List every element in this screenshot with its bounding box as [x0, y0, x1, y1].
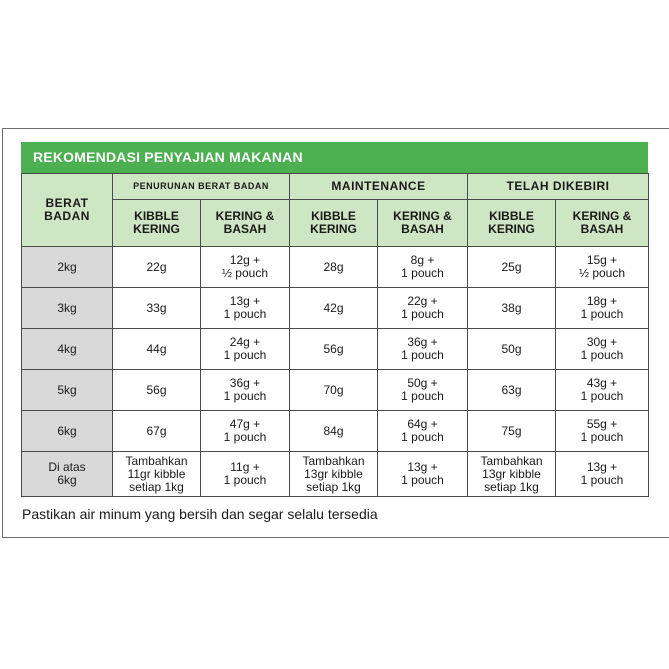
table-cell: 13g + 1 pouch — [378, 452, 468, 497]
table-cell: 25g — [468, 247, 556, 288]
table-cell: 13g + 1 pouch — [556, 452, 649, 497]
table-cell: 44g — [113, 329, 201, 370]
table-cell: 43g + 1 pouch — [556, 370, 649, 411]
table-cell: Tambahkan 13gr kibble setiap 1kg — [468, 452, 556, 497]
table-cell: 18g + 1 pouch — [556, 288, 649, 329]
table-cell: 84g — [290, 411, 378, 452]
weight-column-header: BERAT BADAN — [22, 174, 113, 247]
weight-cell: 2kg — [22, 247, 113, 288]
table-cell: 75g — [468, 411, 556, 452]
weight-cell: 4kg — [22, 329, 113, 370]
subcol-header: KERING & BASAH — [201, 200, 290, 247]
table-cell: 47g + 1 pouch — [201, 411, 290, 452]
table-cell: 56g — [113, 370, 201, 411]
table-cell: 24g + 1 pouch — [201, 329, 290, 370]
table-row — [22, 329, 649, 370]
table-cell: 11g + 1 pouch — [201, 452, 290, 497]
weight-cell: 3kg — [22, 288, 113, 329]
table-cell: 30g + 1 pouch — [556, 329, 649, 370]
table-row — [22, 370, 649, 411]
group-header-weight-loss: PENURUNAN BERAT BADAN — [113, 174, 290, 200]
table-cell: 8g + 1 pouch — [378, 247, 468, 288]
table-cell: 50g + 1 pouch — [378, 370, 468, 411]
table-cell: 63g — [468, 370, 556, 411]
subcol-header: KERING & BASAH — [556, 200, 649, 247]
table-cell: 42g — [290, 288, 378, 329]
table-cell: Tambahkan 11gr kibble setiap 1kg — [113, 452, 201, 497]
table-cell: 36g + 1 pouch — [201, 370, 290, 411]
subcol-header: KIBBLE KERING — [290, 200, 378, 247]
table-cell: 22g + 1 pouch — [378, 288, 468, 329]
table-cell: 67g — [113, 411, 201, 452]
header-row-groups — [22, 174, 649, 200]
subcol-header: KIBBLE KERING — [468, 200, 556, 247]
footnote: Pastikan air minum yang bersih dan segar selalu tersedia — [22, 506, 378, 522]
table-cell: 28g — [290, 247, 378, 288]
table-row — [22, 288, 649, 329]
table-cell: 64g + 1 pouch — [378, 411, 468, 452]
weight-cell: Di atas 6kg — [22, 452, 113, 497]
table-title: REKOMENDASI PENYAJIAN MAKANAN — [21, 142, 648, 173]
table-cell: Tambahkan 13gr kibble setiap 1kg — [290, 452, 378, 497]
table-cell: 13g + 1 pouch — [201, 288, 290, 329]
table-row — [22, 411, 649, 452]
table-body — [22, 247, 649, 497]
table-cell: 36g + 1 pouch — [378, 329, 468, 370]
table-row — [22, 247, 649, 288]
subcol-header: KIBBLE KERING — [113, 200, 201, 247]
table-cell: 15g + ½ pouch — [556, 247, 649, 288]
table-cell: 56g — [290, 329, 378, 370]
table-cell: 70g — [290, 370, 378, 411]
table-cell: 38g — [468, 288, 556, 329]
table-cell: 22g — [113, 247, 201, 288]
table-cell: 12g + ½ pouch — [201, 247, 290, 288]
feeding-table — [21, 173, 649, 497]
header-row-subcolumns — [22, 200, 649, 247]
table-cell: 33g — [113, 288, 201, 329]
group-header-neutered: TELAH DIKEBIRI — [468, 174, 649, 200]
weight-cell: 5kg — [22, 370, 113, 411]
group-header-maintenance: MAINTENANCE — [290, 174, 468, 200]
table-row — [22, 452, 649, 497]
table-cell: 50g — [468, 329, 556, 370]
table-cell: 55g + 1 pouch — [556, 411, 649, 452]
subcol-header: KERING & BASAH — [378, 200, 468, 247]
weight-cell: 6kg — [22, 411, 113, 452]
